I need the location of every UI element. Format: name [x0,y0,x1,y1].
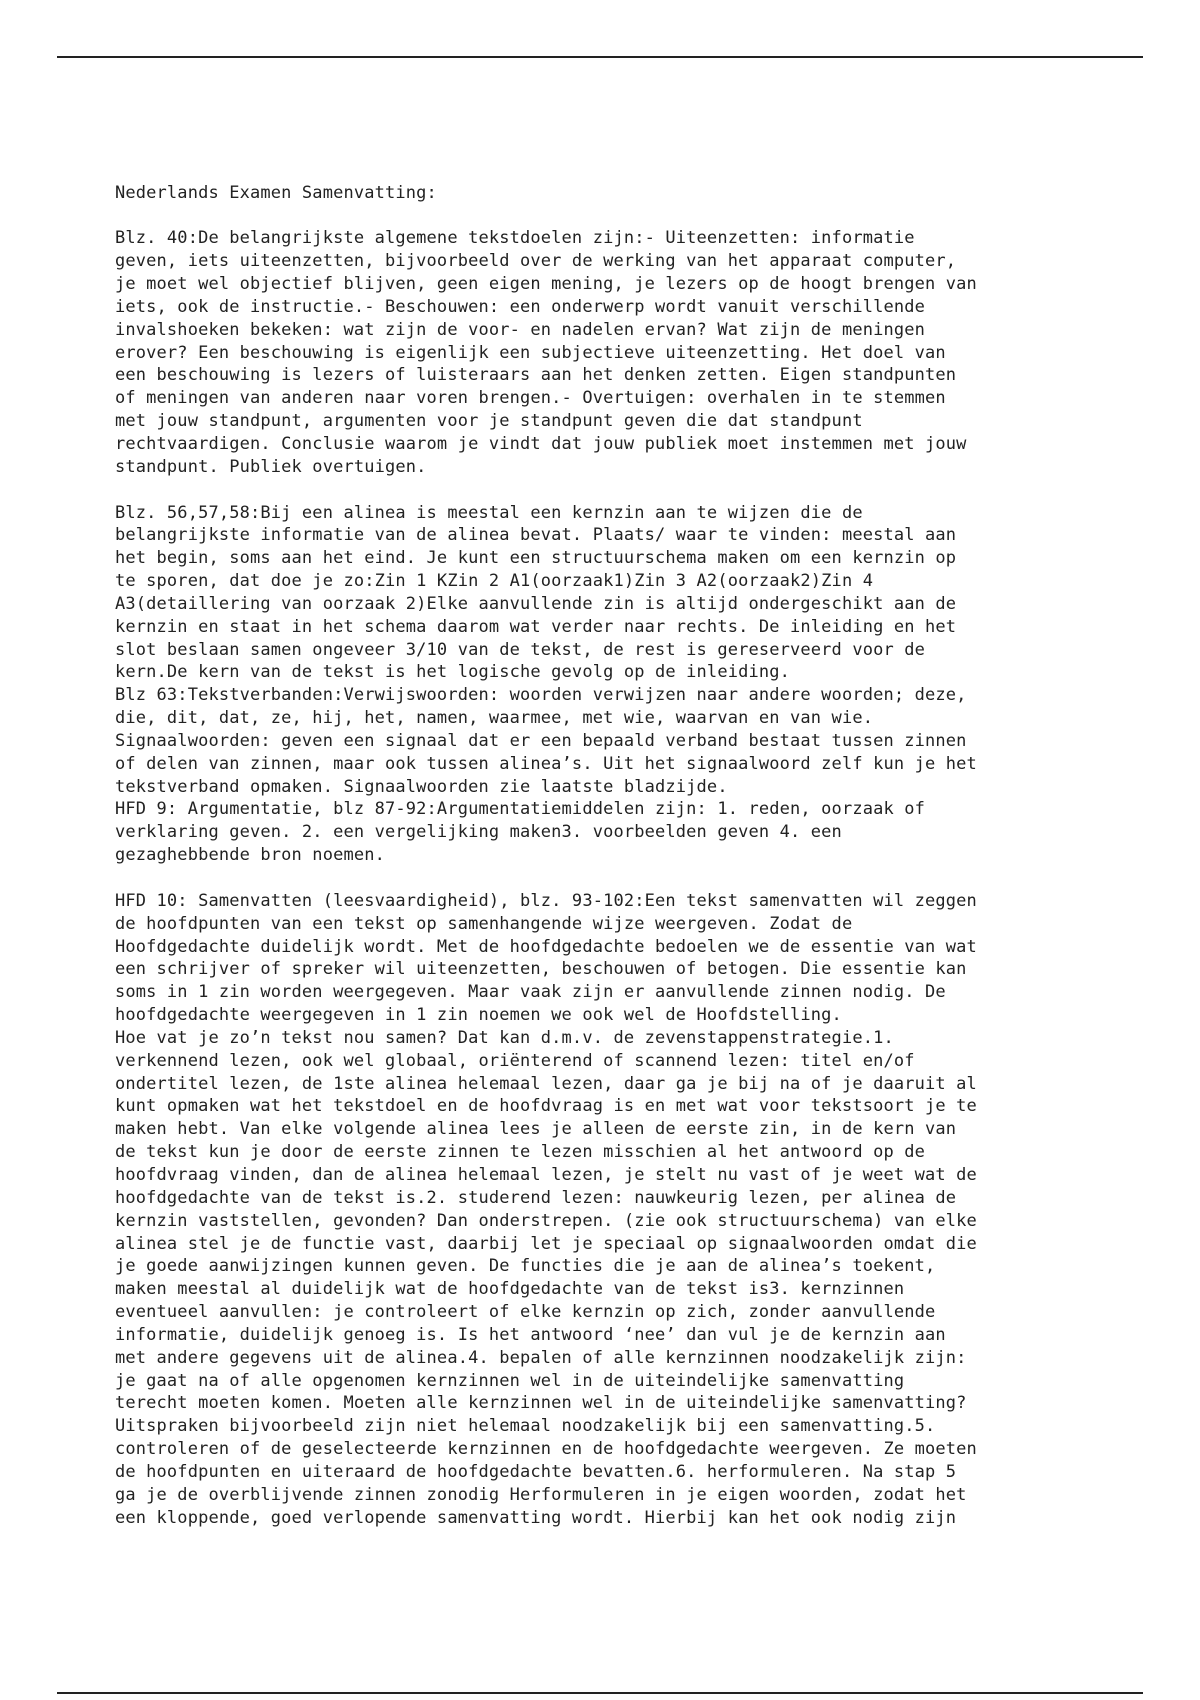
text-line: ondertitel lezen, de 1ste alinea helemaal lezen, daar ga je bij na of je daaruit al [115,1073,977,1094]
text-line: Uitspraken bijvoorbeeld zijn niet helemaal noodzakelijk bij een samenvatting.5. [115,1416,936,1437]
text-line: rechtvaardigen. Conclusie waarom je vindt dat jouw publiek moet instemmen met jouw [115,433,967,454]
text-line: HFD 9: Argumentatie, blz 87-92:Argumentatiemiddelen zijn: 1. reden, oorzaak of [115,799,926,820]
blank-line [115,867,1125,890]
text-line: maken hebt. Van elke volgende alinea lees je alleen de eerste zin, in de kern van [115,1119,957,1140]
text-line: verklaring geven. 2. een vergelijking maken3. voorbeelden geven 4. een [115,822,842,843]
text-line: hoofdgedachte van de tekst is.2. studerend lezen: nauwkeurig lezen, per alinea de [115,1187,957,1208]
text-line: een beschouwing is lezers of luisteraars aan het denken zetten. Eigen standpunten [115,365,957,386]
text-line: eventueel aanvullen: je controleert of elke kernzin op zich, zonder aanvullende [115,1302,936,1323]
text-line: kernzin vaststellen, gevonden? Dan onderstrepen. (zie ook structuurschema) van elke [115,1210,977,1231]
text-line: A3(detaillering van oorzaak 2)Elke aanvullende zin is altijd ondergeschikt aan de [115,593,957,614]
text-line: Hoe vat je zo’n tekst nou samen? Dat kan d.m.v. de zevenstappenstrategie.1. [115,1027,894,1048]
text-line: standpunt. Publiek overtuigen. [115,456,427,477]
text-line: Hoofdgedachte duidelijk wordt. Met de hoofdgedachte bedoelen we de essentie van wat [115,936,977,957]
text-line: Blz. 56,57,58:Bij een alinea is meestal een kernzin aan te wijzen die de [115,502,863,523]
text-line: HFD 10: Samenvatten (leesvaardigheid), blz. 93-102:Een tekst samenvatten wil zeggen [115,890,977,911]
text-line: Signaalwoorden: geven een signaal dat er een bepaald verband bestaat tussen zinnen [115,730,967,751]
text-line: soms in 1 zin worden weergegeven. Maar vaak zijn er aanvullende zinnen nodig. De [115,982,946,1003]
text-line: een kloppende, goed verlopende samenvatting wordt. Hierbij kan het ook nodig zijn [115,1507,957,1528]
text-line: maken meestal al duidelijk wat de hoofdgedachte van de tekst is3. kernzinnen [115,1279,905,1300]
text-line: je gaat na of alle opgenomen kernzinnen wel in de uiteindelijke samenvatting [115,1370,905,1391]
text-line: of meningen van anderen naar voren brengen.- Overtuigen: overhalen in te stemmen [115,388,946,409]
text-line: gezaghebbende bron noemen. [115,845,386,866]
top-rule [57,56,1143,58]
text-line: kernzin en staat in het schema daarom wat verder naar rechts. De inleiding en het [115,616,957,637]
text-line: informatie, duidelijk genoeg is. Is het antwoord ‘nee’ dan vul je de kernzin aan [115,1324,946,1345]
text-line: verkennend lezen, ook wel globaal, oriënterend of scannend lezen: titel en/of [115,1050,915,1071]
text-line: Blz 63:Tekstverbanden:Verwijswoorden: woorden verwijzen naar andere woorden; deze, [115,685,967,706]
text-line: geven, iets uiteenzetten, bijvoorbeeld over de werking van het apparaat computer, [115,251,957,272]
text-line: kern.De kern van de tekst is het logische gevolg op de inleiding. [115,662,791,683]
text-line: tekstverband opmaken. Signaalwoorden zie laatste bladzijde. [115,776,728,797]
text-line: belangrijkste informatie van de alinea bevat. Plaats/ waar te vinden: meestal aan [115,525,957,546]
text-line: hoofdgedachte weergegeven in 1 zin noemen we ook wel de Hoofdstelling. [115,1005,842,1026]
text-line: erover? Een beschouwing is eigenlijk een subjectieve uiteenzetting. Het doel van [115,342,946,363]
text-line: invalshoeken bekeken: wat zijn de voor- en nadelen ervan? Wat zijn de meningen [115,319,926,340]
text-line: te sporen, dat doe je zo:Zin 1 KZin 2 A1(oorzaak1)Zin 3 A2(oorzaak2)Zin 4 [115,571,874,592]
blank-line [115,479,1125,502]
text-line: het begin, soms aan het eind. Je kunt een structuurschema maken om een kernzin op [115,548,957,569]
document-title: Nederlands Examen Samenvatting: [115,182,437,203]
text-line: je moet wel objectief blijven, geen eigen mening, je lezers op de hoogt brengen van [115,274,977,295]
text-line: de hoofdpunten en uiteraard de hoofdgedachte bevatten.6. herformuleren. Na stap 5 [115,1461,957,1482]
text-line: kunt opmaken wat het tekstdoel en de hoofdvraag is en met wat voor tekstsoort je te [115,1096,977,1117]
text-line: iets, ook de instructie.- Beschouwen: een onderwerp wordt vanuit verschillende [115,296,926,317]
text-line: slot beslaan samen ongeveer 3/10 van de tekst, de rest is gereserveerd voor de [115,639,926,660]
text-line: een schrijver of spreker wil uiteenzetten, beschouwen of betogen. Die essentie kan [115,959,967,980]
text-line: met andere gegevens uit de alinea.4. bepalen of alle kernzinnen noodzakelijk zijn: [115,1347,967,1368]
text-line: terecht moeten komen. Moeten alle kernzinnen wel in de uiteindelijke samenvatting? [115,1393,967,1414]
text-line: ga je de overblijvende zinnen zonodig Herformuleren in je eigen woorden, zodat het [115,1484,967,1505]
text-line: hoofdvraag vinden, dan de alinea helemaal lezen, je stelt nu vast of je weet wat de [115,1164,977,1185]
text-line: controleren of de geselecteerde kernzinnen en de hoofdgedachte weergeven. Ze moeten [115,1439,977,1460]
text-line: de hoofdpunten van een tekst op samenhangende wijze weergeven. Zodat de [115,913,853,934]
bottom-rule [57,1692,1143,1694]
text-line: Blz. 40:De belangrijkste algemene tekstdoelen zijn:- Uiteenzetten: informatie [115,228,915,249]
text-line: of delen van zinnen, maar ook tussen alinea’s. Uit het signaalwoord zelf kun je het [115,753,977,774]
document-body [115,136,1125,1529]
text-line: je goede aanwijzingen kunnen geven. De functies die je aan de alinea’s toekent, [115,1256,936,1277]
text-line: de tekst kun je door de eerste zinnen te lezen misschien al het antwoord op de [115,1142,926,1163]
text-line: met jouw standpunt, argumenten voor je standpunt geven die dat standpunt [115,411,863,432]
text-line: alinea stel je de functie vast, daarbij let je speciaal op signaalwoorden omdat die [115,1233,977,1254]
text-line: die, dit, dat, ze, hij, het, namen, waarmee, met wie, waarvan en van wie. [115,708,874,729]
